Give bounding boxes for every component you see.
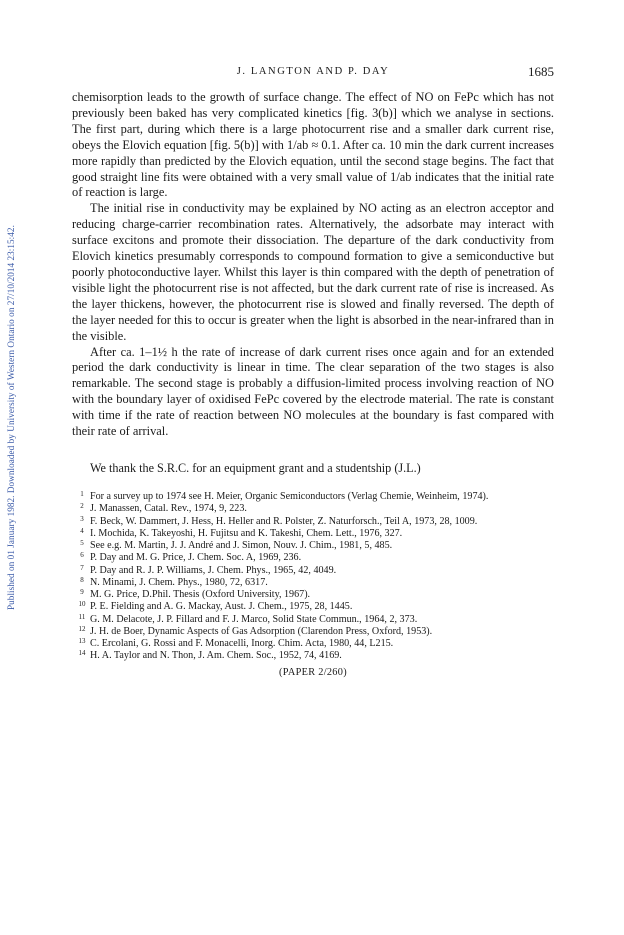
- reference-item: [72, 626, 572, 638]
- reference-text: H. A. Taylor and N. Thon, J. Am. Chem. Soc., 1952, 74, 4169.: [90, 650, 342, 662]
- reference-text: M. G. Price, D.Phil. Thesis (Oxford University, 1967).: [90, 589, 311, 600]
- reference-number: 11: [78, 612, 86, 621]
- reference-text: G. M. Delacote, J. P. Fillard and F. J. Marco, Solid State Commun., 1964, 2, 373.: [90, 613, 418, 625]
- reference-number: 9: [80, 588, 84, 596]
- reference-text: I. Mochida, K. Takeyoshi, H. Fujitsu and K. Takeshi, Chem. Lett., 1976, 327.: [90, 527, 403, 539]
- reference-text: P. Day and M. G. Price, J. Chem. Soc. A, 1969, 236.: [90, 552, 302, 564]
- reference-text: N. Minami, J. Chem. Phys., 1980, 72, 6317.: [90, 576, 268, 588]
- reference-text: See e.g. M. Martin, J. J. André and J. Simon, Nouv. J. Chim., 1981, 5, 485.: [90, 540, 393, 551]
- reference-text: J. H. de Boer, Dynamic Aspects of Gas Adsorption (Clarendon Press, Oxford, 1953).: [90, 625, 433, 637]
- reference-text: For a survey up to 1974 see H. Meier, Organic Semiconductors (Verlag Chemie, Weinheim, 1974).: [90, 491, 489, 502]
- body-text: [72, 90, 554, 440]
- reference-item: [72, 528, 572, 540]
- reference-item: [72, 503, 572, 515]
- paper-id: (PAPER 2/260): [279, 667, 347, 678]
- reference-number: 3: [80, 514, 84, 523]
- reference-number: 4: [80, 526, 84, 535]
- reference-number: 13: [78, 637, 86, 645]
- reference-number: 8: [80, 575, 84, 584]
- reference-number: 1: [80, 490, 84, 498]
- reference-item: [72, 601, 572, 613]
- reference-item: [72, 614, 572, 626]
- paragraph: The initial rise in conductivity may be explained by NO acting as an electron acceptor and reducing charge-carrier recombination rates. Alternatively, the adsorbate may interact with surface excitons and promote their dissociation. The departure of the dark conductivity from Elovich kinetics presumably corresponds to compound formation to give a semiconductive but poorly photoconductive layer. Whilst this layer is thin compared with the depth of penetration of visible light the photocurrent rise is not affected, but the dark current rate of rise is increased. As the layer thickens, however, the photocurrent rise is slowed and finally reversed. The depth of the layer needed for this to occur is greater when the light is absorbed in the near-infrared than in the visible.: [72, 201, 554, 343]
- reference-number: 14: [78, 649, 86, 658]
- reference-item: [72, 638, 572, 650]
- reference-number: 6: [80, 551, 84, 560]
- reference-item: [72, 565, 572, 577]
- reference-text: C. Ercolani, G. Rossi and F. Monacelli, Inorg. Chim. Acta, 1980, 44, L215.: [90, 638, 394, 649]
- running-head-authors: J. LANGTON AND P. DAY: [236, 66, 390, 77]
- reference-text: J. Manassen, Catal. Rev., 1974, 9, 223.: [90, 503, 247, 515]
- acknowledgement: We thank the S.R.C. for an equipment grant and a studentship (J.L.): [90, 461, 421, 475]
- page-number: 1685: [528, 64, 554, 79]
- reference-number: 10: [78, 600, 86, 609]
- reference-text: P. E. Fielding and A. G. Mackay, Aust. J. Chem., 1975, 28, 1445.: [90, 601, 353, 613]
- reference-item: [72, 650, 572, 662]
- reference-item: [72, 516, 572, 528]
- reference-item: [72, 552, 572, 564]
- publication-watermark: [6, 150, 18, 610]
- reference-number: 5: [80, 539, 84, 547]
- reference-item: [72, 589, 572, 601]
- reference-item: [72, 491, 572, 503]
- publication-watermark-text: Published on 01 January 1982. Downloaded by University of Western Ontario on 27/10/2014 23:15:42.: [6, 225, 16, 610]
- reference-item: [72, 577, 572, 589]
- reference-list: [72, 491, 572, 663]
- paragraph: After ca. 1–1½ h the rate of increase of dark current rises once again and for an extended period the dark conductivity is linear in time. The clear separation of the two stages is also remarkable. The second stage is probably a diffusion-limited process involving reaction of NO with the boundary layer of oxidised FePc covered by the electrode material. The rate is constant with time if the rate of reaction between NO molecules at the boundary is fast compared with their rate of arrival.: [72, 344, 554, 439]
- reference-item: [72, 540, 572, 552]
- paragraph: chemisorption leads to the growth of surface change. The effect of NO on FePc which has not previously been baked has very complicated kinetics [fig. 3(b)] which we analyse in sections. The first part, during which there is a large photocurrent rise and a smaller dark current rise, obeys the Elovich equation [fig. 5(b)] with 1/ab ≈ 0.1. After ca. 10 min the dark current increases more rapidly than predicted by the Elovich equation, until the second stage begins. The fact that good straight line fits were obtained with a very small value of 1/ab indicates that the initial rate of reaction is large.: [72, 90, 554, 200]
- reference-text: F. Beck, W. Dammert, J. Hess, H. Heller and R. Polster, Z. Naturforsch., Teil A, 1973, 28, 1009.: [90, 515, 478, 527]
- reference-number: 7: [80, 563, 84, 572]
- running-head: [72, 64, 554, 80]
- reference-text: P. Day and R. J. P. Williams, J. Chem. Phys., 1965, 42, 4049.: [90, 564, 337, 576]
- reference-number: 2: [80, 502, 84, 511]
- reference-number: 12: [78, 624, 86, 633]
